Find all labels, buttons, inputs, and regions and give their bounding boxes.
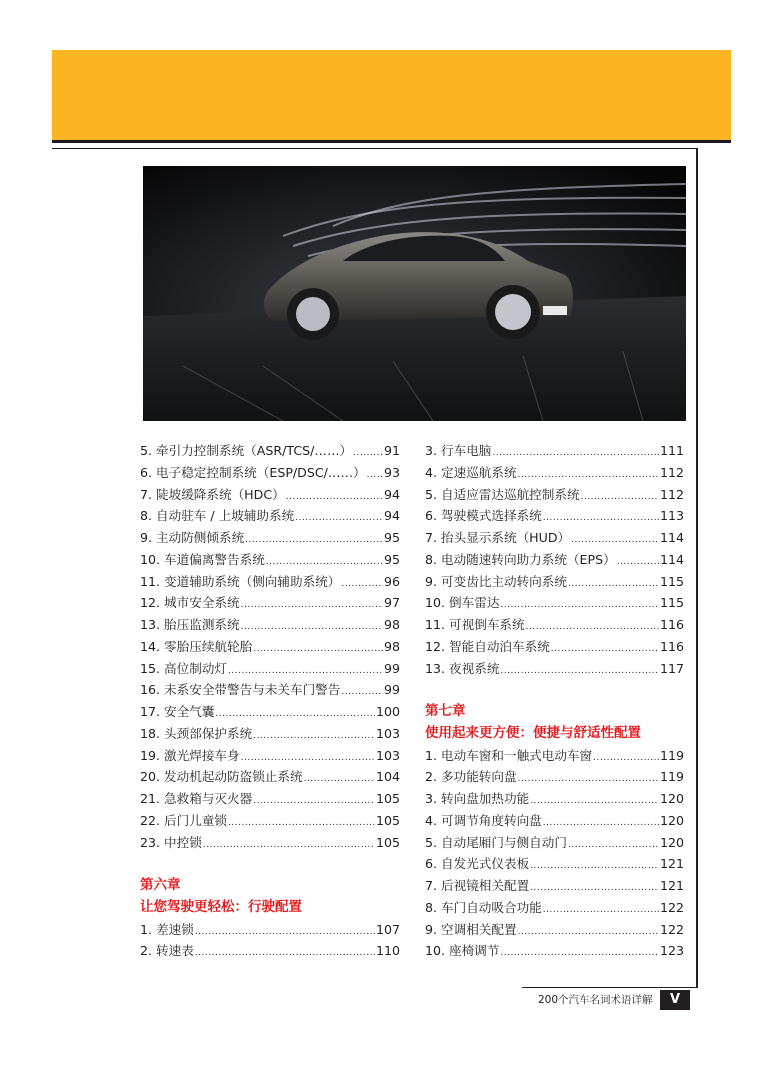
toc-entry-page: 105 (375, 791, 400, 806)
toc-entry-page: 99 (383, 660, 400, 676)
toc-entry-page: 122 (659, 899, 684, 915)
toc-entry-page: 121 (659, 856, 684, 872)
toc-entry-page: 91 (383, 443, 400, 458)
header-rule (52, 140, 731, 143)
toc-entry-title: 11. 可视倒车系统 (425, 617, 525, 632)
toc-entry-page: 121 (659, 878, 684, 893)
toc-entry[interactable] (140, 788, 400, 810)
toc-entry-title: 14. 零胎压续航轮胎 (140, 638, 253, 654)
toc-entry-page: 97 (383, 595, 400, 611)
toc-leader-dots (253, 726, 375, 748)
toc-entry-title: 5. 自动尾厢门与侧自动门 (425, 834, 567, 850)
toc-entry-page: 119 (659, 747, 684, 763)
toc-entry[interactable] (140, 723, 400, 745)
toc-entry[interactable] (140, 832, 400, 854)
toc-entry-title: 4. 定速巡航系统 (425, 464, 517, 480)
toc-entry-title: 13. 夜视系统 (425, 660, 500, 676)
toc-entry-title: 20. 发动机起动防盗锁止系统 (140, 769, 303, 785)
toc-leader-dots (518, 922, 659, 944)
toc-entry[interactable] (425, 875, 684, 897)
toc-entry[interactable] (425, 810, 684, 832)
toc-entry-page: 99 (383, 682, 400, 698)
toc-leader-dots (530, 856, 659, 878)
toc-entry-title: 12. 智能自动泊车系统 (425, 638, 550, 654)
toc-entry-title: 1. 差速锁 (140, 921, 194, 937)
chapter-7-label[interactable]: 第七章 (425, 703, 466, 719)
toc-entry-title: 10. 车道偏离警告系统 (140, 551, 265, 567)
toc-entry-page: 94 (383, 486, 400, 502)
toc-entry-page: 120 (659, 791, 684, 806)
toc-entry[interactable] (140, 527, 400, 549)
toc-entry-title: 8. 电动随速转向助力系统（EPS） (425, 551, 616, 567)
toc-entry-page: 112 (659, 464, 684, 480)
spacer (425, 679, 684, 701)
header-band (52, 50, 731, 142)
toc-entry-page: 95 (383, 530, 400, 545)
toc-right-column (425, 440, 684, 962)
toc-entry-page: 100 (375, 704, 400, 719)
toc-entry[interactable] (140, 462, 400, 484)
toc-entry-title: 7. 陡坡缓降系统（HDC） (140, 486, 285, 502)
toc-leader-dots (617, 552, 659, 574)
toc-entry[interactable] (140, 679, 400, 701)
toc-leader-dots (195, 922, 375, 944)
toc-leader-dots (245, 530, 383, 552)
car-wind-tunnel-illustration (143, 166, 686, 421)
toc-entry-title: 12. 城市安全系统 (140, 595, 240, 611)
toc-leader-dots (500, 943, 659, 965)
toc-entry-page: 98 (383, 638, 400, 654)
toc-entry[interactable] (425, 614, 684, 636)
footer-page-number: V (660, 990, 690, 1010)
toc-entry-title: 10. 倒车雷达 (425, 595, 500, 611)
toc-entry-page: 107 (375, 921, 400, 937)
toc-entry-title: 9. 主动防侧倾系统 (140, 530, 245, 545)
toc-leader-dots (581, 487, 659, 509)
toc-entry-page: 110 (375, 943, 400, 959)
toc-leader-dots (500, 661, 659, 683)
toc-entry[interactable] (425, 636, 684, 658)
toc-entry[interactable] (140, 440, 400, 462)
toc-entry-page: 105 (375, 812, 400, 828)
toc-entry-title: 1. 电动车窗和一触式电动车窗 (425, 747, 593, 763)
toc-entry-page: 103 (375, 747, 400, 763)
toc-entry-title: 18. 头颈部保护系统 (140, 725, 253, 741)
toc-entry-title: 2. 转速表 (140, 943, 194, 959)
toc-entry-title: 10. 座椅调节 (425, 943, 500, 959)
toc-entry-page: 116 (659, 638, 684, 654)
toc-entry[interactable] (140, 701, 400, 723)
toc-entry-page: 116 (659, 617, 684, 632)
toc-entry[interactable] (425, 571, 684, 593)
toc-entry[interactable] (140, 919, 400, 941)
toc-entry-title: 4. 可调节角度转向盘 (425, 812, 542, 828)
toc-leader-dots (304, 769, 375, 791)
toc-leader-dots (228, 813, 375, 835)
toc-entry[interactable] (425, 505, 684, 527)
toc-leader-dots (253, 639, 383, 661)
toc-leader-dots (543, 900, 659, 922)
toc-entry[interactable] (140, 614, 400, 636)
toc-leader-dots (568, 835, 659, 857)
toc-entry-page: 119 (659, 769, 684, 785)
toc-entry[interactable] (140, 549, 400, 571)
toc-entry[interactable] (425, 940, 684, 962)
toc-entry[interactable] (140, 745, 400, 767)
toc-entry-title: 16. 未系安全带警告与未关车门警告 (140, 682, 341, 698)
toc-leader-dots (367, 465, 383, 487)
toc-leader-dots (341, 574, 383, 596)
toc-entry-page: 104 (375, 769, 400, 785)
toc-entry-page: 123 (659, 943, 684, 959)
toc-entry-page: 115 (659, 595, 684, 611)
toc-entry-page: 120 (659, 834, 684, 850)
toc-entry[interactable] (425, 788, 684, 810)
toc-entry-title: 11. 变道辅助系统（侧向辅助系统） (140, 573, 341, 589)
toc-entry-page: 94 (383, 508, 400, 524)
toc-entry-page: 96 (383, 573, 400, 589)
toc-entry[interactable] (425, 462, 684, 484)
toc-entry-page: 117 (659, 660, 684, 676)
hero-car-photo (143, 166, 686, 421)
toc-entry[interactable] (425, 440, 684, 462)
toc-entry[interactable] (425, 745, 684, 767)
toc-entry-page: 98 (383, 617, 400, 632)
toc-entry-title: 3. 行车电脑 (425, 443, 492, 458)
toc-entry[interactable] (425, 853, 684, 875)
toc-entry-title: 7. 后视镜相关配置 (425, 878, 530, 893)
toc-entry-title: 19. 激光焊接车身 (140, 747, 240, 763)
toc-leader-dots (253, 791, 375, 813)
toc-entry[interactable] (140, 505, 400, 527)
toc-entry[interactable] (425, 658, 684, 680)
toc-entry-title: 13. 胎压监测系统 (140, 617, 240, 632)
toc-entry[interactable] (425, 832, 684, 854)
toc-entry[interactable] (140, 766, 400, 788)
toc-leader-dots (492, 443, 659, 465)
toc-entry-page: 93 (383, 464, 400, 480)
toc-entry-title: 6. 电子稳定控制系统（ESP/DSC/……） (140, 464, 366, 480)
toc-entry-title: 5. 牵引力控制系统（ASR/TCS/……） (140, 443, 353, 458)
toc-entry[interactable] (425, 484, 684, 506)
toc-leader-dots (530, 791, 659, 813)
toc-leader-dots (286, 487, 383, 509)
toc-entry[interactable] (140, 592, 400, 614)
toc-entry-title: 9. 空调相关配置 (425, 921, 517, 937)
toc-leader-dots (568, 574, 659, 596)
toc-entry-page: 120 (659, 812, 684, 828)
toc-entry[interactable] (425, 919, 684, 941)
toc-entry[interactable] (140, 484, 400, 506)
toc-leader-dots (203, 835, 375, 857)
toc-entry[interactable] (140, 810, 400, 832)
spacer (140, 853, 400, 875)
toc-entry-title: 23. 中控锁 (140, 834, 202, 850)
frame-top-line (52, 148, 698, 149)
toc-entry[interactable] (140, 658, 400, 680)
chapter-6-label[interactable]: 第六章 (140, 877, 181, 893)
toc-leader-dots (241, 595, 383, 617)
toc-entry-title: 2. 多功能转向盘 (425, 769, 517, 785)
toc-entry-title: 9. 可变齿比主动转向系统 (425, 573, 567, 589)
toc-entry-title: 15. 高位制动灯 (140, 660, 228, 676)
chapter-7-title[interactable]: 使用起来更方便：便捷与舒适性配置 (425, 724, 641, 741)
toc-entry-page: 114 (659, 530, 684, 545)
toc-entry-title: 21. 急救箱与灭火器 (140, 791, 253, 806)
toc-entry-page: 113 (659, 508, 684, 524)
toc-entry[interactable] (140, 571, 400, 593)
toc-entry-title: 8. 车门自动吸合功能 (425, 899, 542, 915)
toc-entry-title: 3. 转向盘加热功能 (425, 791, 530, 806)
toc-entry[interactable] (425, 527, 684, 549)
footer-book-title: 200个汽车名词术语详解 (538, 994, 653, 1006)
frame-right-line (696, 148, 698, 988)
toc-entry[interactable] (140, 636, 400, 658)
toc-entry-title: 6. 自发光式仪表板 (425, 856, 530, 872)
toc-leader-dots (195, 943, 375, 965)
footer-rule (522, 987, 697, 988)
toc-entry[interactable] (140, 940, 400, 962)
toc-left-column (140, 440, 400, 962)
toc-leader-dots (295, 508, 383, 530)
toc-entry-title: 5. 自适应雷达巡航控制系统 (425, 486, 580, 502)
toc-leader-dots (241, 617, 383, 639)
toc-entry-page: 105 (375, 834, 400, 850)
chapter-6-title[interactable]: 让您驾驶更轻松：行驶配置 (140, 898, 302, 915)
toc-entry[interactable] (425, 549, 684, 571)
toc-leader-dots (518, 769, 659, 791)
toc-entry-title: 7. 抬头显示系统（HUD） (425, 530, 571, 545)
toc-entry-page: 103 (375, 725, 400, 741)
toc-entry-page: 115 (659, 573, 684, 589)
toc-entry-title: 22. 后门儿童锁 (140, 812, 228, 828)
toc-leader-dots (593, 748, 659, 770)
toc-entry-title: 17. 安全气囊 (140, 704, 215, 719)
toc-entry[interactable] (425, 897, 684, 919)
toc-entry-page: 114 (659, 551, 684, 567)
toc-entry-page: 111 (659, 443, 684, 458)
toc-leader-dots (551, 639, 659, 661)
toc-entry-title: 6. 驾驶模式选择系统 (425, 508, 542, 524)
toc-entry-page: 95 (383, 551, 400, 567)
toc-leader-dots (530, 878, 659, 900)
toc-entry-title: 8. 自动驻车 / 上坡辅助系统 (140, 508, 295, 524)
toc-entry-page: 112 (659, 486, 684, 502)
toc-entry[interactable] (425, 592, 684, 614)
toc-entry-page: 122 (659, 921, 684, 937)
toc-entry[interactable] (425, 766, 684, 788)
